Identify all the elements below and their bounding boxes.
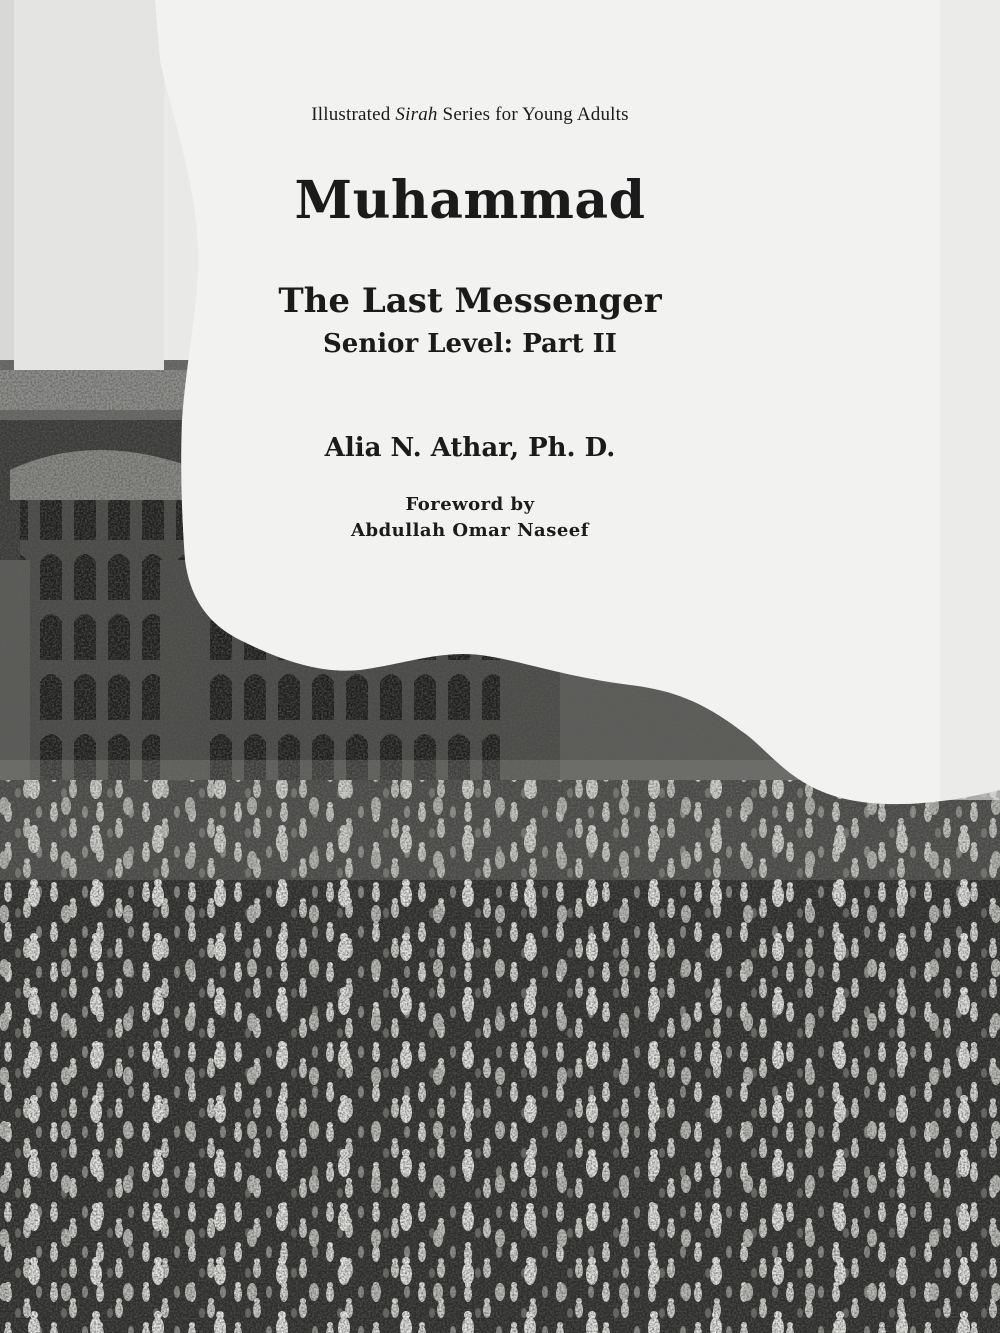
book-subtitle: The Last Messenger [278,281,662,321]
series-suffix: Series for Young Adults [437,104,629,125]
series-title [0,104,940,126]
foreword-author: Abdullah Omar Naseef [351,520,589,541]
author-name: Alia N. Athar, Ph. D. [324,433,616,463]
book-title: Muhammad [294,170,646,231]
series-prefix: Illustrated [311,104,396,125]
show-through-text: ⠀ [700,108,713,127]
series-italic: Sirah [395,104,438,125]
book-level: Senior Level: Part II [323,329,617,359]
foreword-label: Foreword by [405,494,535,515]
